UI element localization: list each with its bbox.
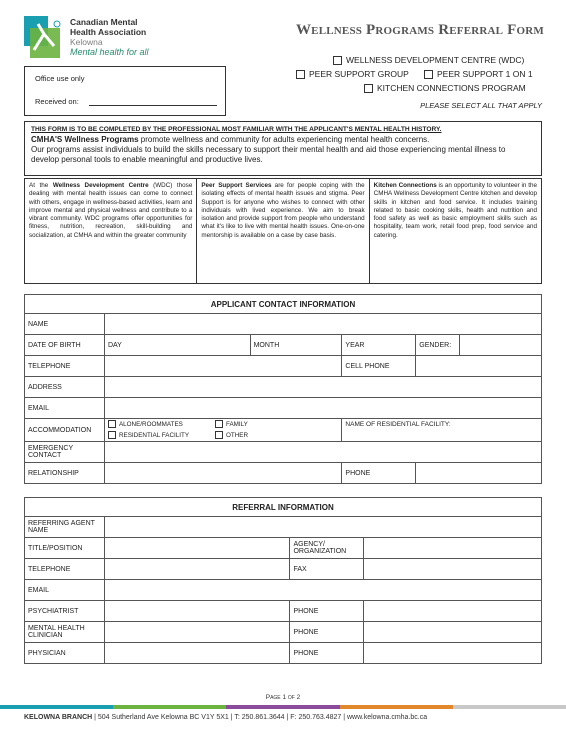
title-label: TITLE/POSITION xyxy=(25,538,105,559)
telephone-label: TELEPHONE xyxy=(25,356,105,377)
footer-branch: KELOWNA BRANCH xyxy=(24,714,93,721)
office-use-label: Office use only xyxy=(35,74,85,83)
day-label: DAY xyxy=(107,341,122,349)
psychiatrist-phone-field[interactable] xyxy=(364,601,542,622)
agent-label: REFERRING AGENT NAME xyxy=(25,517,105,538)
psychiatrist-label: PSYCHIATRIST xyxy=(25,601,105,622)
accom-row-2 xyxy=(108,430,338,441)
ref-email-label: EMAIL xyxy=(25,580,105,601)
dob-label: DATE OF BIRTH xyxy=(25,335,105,356)
office-use-box xyxy=(24,66,226,116)
clinician-label: MENTAL HEALTH CLINICIAN xyxy=(25,622,105,643)
org-line1: Canadian Mental xyxy=(70,17,138,27)
email-label: EMAIL xyxy=(25,398,105,419)
other-checkbox[interactable] xyxy=(215,431,223,439)
facility-name-label: NAME OF RESIDENTIAL FACILITY: xyxy=(345,421,451,428)
dob-year-field[interactable] xyxy=(342,335,416,356)
desc-wdc xyxy=(25,179,197,283)
psychiatrist-phone-label: PHONE xyxy=(290,601,364,622)
email-field[interactable] xyxy=(104,398,541,419)
fax-field[interactable] xyxy=(364,559,542,580)
received-on-field[interactable] xyxy=(89,105,217,106)
desc-peer-rest: are for people coping with the isolating effects of mental health issues and stigma. Peer Support is for anyone who wishes to connect with other individuals with lived experience. We aim to break isolation and provide support from people who understand what it's like to live with mental health issues. One-on-one mentorship is available on a case by case basis. xyxy=(201,182,365,239)
name-label: NAME xyxy=(25,314,105,335)
applicant-table xyxy=(24,294,542,484)
peer-1on1-checkbox[interactable] xyxy=(424,70,433,79)
residential-checkbox[interactable] xyxy=(108,431,116,439)
dob-month-field[interactable] xyxy=(250,335,342,356)
cmha-logo-icon xyxy=(24,16,64,60)
desc-kitchen-rest: is an opportunity to volunteer in the CMHA Wellness Development Centre kitchen and develop skills in kitchen and food service. It includes training related to basic cooking skills, health and nutrition and food safety as well as basic employment skills such as hospitality, team work, retail food prep, food service and catering. xyxy=(373,182,537,239)
agency-field[interactable] xyxy=(364,538,542,559)
applicant-header: APPLICANT CONTACT INFORMATION xyxy=(25,295,542,314)
logo-text xyxy=(70,17,149,57)
desc-peer-bold: Peer Support Services xyxy=(201,182,272,189)
bar-purple xyxy=(226,705,339,709)
page-number: Page 1 of 2 xyxy=(265,694,301,701)
cell-field[interactable] xyxy=(416,356,542,377)
peer-group-checkbox[interactable] xyxy=(296,70,305,79)
emergency-label: EMERGENCY CONTACT xyxy=(25,442,105,463)
dob-day-field[interactable] xyxy=(104,335,250,356)
desc-kitchen xyxy=(370,179,541,283)
year-label: YEAR xyxy=(345,341,365,349)
footer xyxy=(24,714,427,721)
intro-line2-rest: promote wellness and community for adults experiencing mental health concerns. xyxy=(138,135,430,144)
agency-label: AGENCY/ ORGANIZATION xyxy=(290,538,364,559)
peer-group-label: PEER SUPPORT GROUP xyxy=(309,69,409,79)
psychiatrist-field[interactable] xyxy=(104,601,290,622)
referral-table xyxy=(24,497,542,664)
accommodation-options xyxy=(104,419,341,442)
intro-box xyxy=(24,121,542,176)
residential-label: RESIDENTIAL FACILITY xyxy=(118,432,190,439)
program-peer-1on1[interactable] xyxy=(424,69,533,79)
wdc-checkbox[interactable] xyxy=(333,56,342,65)
accommodation-label: ACCOMMODATION xyxy=(25,419,105,442)
program-descriptions xyxy=(24,178,542,284)
bar-teal xyxy=(0,705,113,709)
clinician-phone-field[interactable] xyxy=(364,622,542,643)
address-label: ADDRESS xyxy=(25,377,105,398)
org-line2: Health Association xyxy=(70,27,147,37)
intro-bold: CMHA'S Wellness Programs xyxy=(31,135,139,144)
peer-1on1-label: PEER SUPPORT 1 ON 1 xyxy=(437,69,533,79)
footer-address: | 504 Sutherland Ave Kelowna BC V1Y 5X1 | T: 250.861.3644 | F: 250.763.4827 | www.kelowna.cmha.bc.ca xyxy=(92,714,428,721)
emergency-field[interactable] xyxy=(104,442,541,463)
ref-telephone-label: TELEPHONE xyxy=(25,559,105,580)
desc-kitchen-bold: Kitchen Connections xyxy=(373,182,437,189)
telephone-field[interactable] xyxy=(104,356,341,377)
footer-color-bar xyxy=(0,705,566,709)
fax-label: FAX xyxy=(290,559,364,580)
bar-green xyxy=(113,705,226,709)
desc-wdc-bold: Wellness Development Centre xyxy=(52,182,149,189)
physician-field[interactable] xyxy=(104,643,290,664)
program-kitchen[interactable] xyxy=(364,83,526,93)
gender-field[interactable] xyxy=(460,335,542,356)
intro-line2 xyxy=(31,135,535,145)
bar-orange xyxy=(340,705,453,709)
clinician-phone-label: PHONE xyxy=(290,622,364,643)
select-all-note: PLEASE SELECT ALL THAT APPLY xyxy=(420,101,542,110)
month-label: MONTH xyxy=(253,341,280,349)
address-field[interactable] xyxy=(104,377,541,398)
referral-header: REFERRAL INFORMATION xyxy=(25,498,542,517)
other-label: OTHER xyxy=(225,432,248,439)
intro-warning: THIS FORM IS TO BE COMPLETED BY THE PROFESSIONAL MOST FAMILIAR WITH THE APPLICANT'S MENTAL HEALTH HISTORY. xyxy=(31,126,442,133)
physician-label: PHYSICIAN xyxy=(25,643,105,664)
physician-phone-label: PHONE xyxy=(290,643,364,664)
physician-phone-field[interactable] xyxy=(364,643,542,664)
cell-label: CELL PHONE xyxy=(342,356,416,377)
bar-gray xyxy=(453,705,566,709)
kitchen-label: KITCHEN CONNECTIONS PROGRAM xyxy=(377,83,526,93)
desc-wdc-prefix: At the xyxy=(29,182,53,189)
relationship-label: RELATIONSHIP xyxy=(25,463,105,484)
ref-telephone-field[interactable] xyxy=(104,559,290,580)
facility-name-field[interactable] xyxy=(342,419,542,442)
title-field[interactable] xyxy=(104,538,290,559)
desc-peer xyxy=(197,179,369,283)
cmha-logo xyxy=(24,16,164,62)
program-wdc[interactable] xyxy=(333,55,524,65)
name-field[interactable] xyxy=(104,314,541,335)
wdc-label: WELLNESS DEVELOPMENT CENTRE (WDC) xyxy=(346,55,525,65)
alone-label: ALONE/ROOMMATES xyxy=(118,421,183,428)
form-title: Wellness Programs Referral Form xyxy=(295,22,544,38)
applicant-phone-field[interactable] xyxy=(416,463,542,484)
alone-checkbox[interactable] xyxy=(108,420,116,428)
gender-label: GENDER: xyxy=(416,335,460,356)
clinician-field[interactable] xyxy=(104,622,290,643)
agent-field[interactable] xyxy=(104,517,541,538)
accom-row-1 xyxy=(108,419,338,430)
org-tagline: Mental health for all xyxy=(70,47,149,57)
family-checkbox[interactable] xyxy=(215,420,223,428)
kitchen-checkbox[interactable] xyxy=(364,84,373,93)
applicant-phone-label: PHONE xyxy=(342,463,416,484)
org-branch: Kelowna xyxy=(70,37,103,47)
ref-email-field[interactable] xyxy=(104,580,541,601)
program-peer-group[interactable] xyxy=(296,69,409,79)
desc-wdc-rest: (WDC) those dealing with mental health issues can come to connect with others, engage in wellness-based activities, learn and improve mental and physical wellness and contribute to a vibrant community. WDC programs offer opportunities for fitness, nutrition, recreation, skill-building and socialization, at CMHA and within the greater community xyxy=(29,182,193,239)
family-label: FAMILY xyxy=(225,421,248,428)
relationship-field[interactable] xyxy=(104,463,341,484)
intro-line3: Our programs assist individuals to build the skills necessary to support their mental health and aid those experiencing mental illness to develop personal tools to enable meaningful and productive lives. xyxy=(31,145,506,164)
received-on-label: Received on: xyxy=(35,97,79,106)
